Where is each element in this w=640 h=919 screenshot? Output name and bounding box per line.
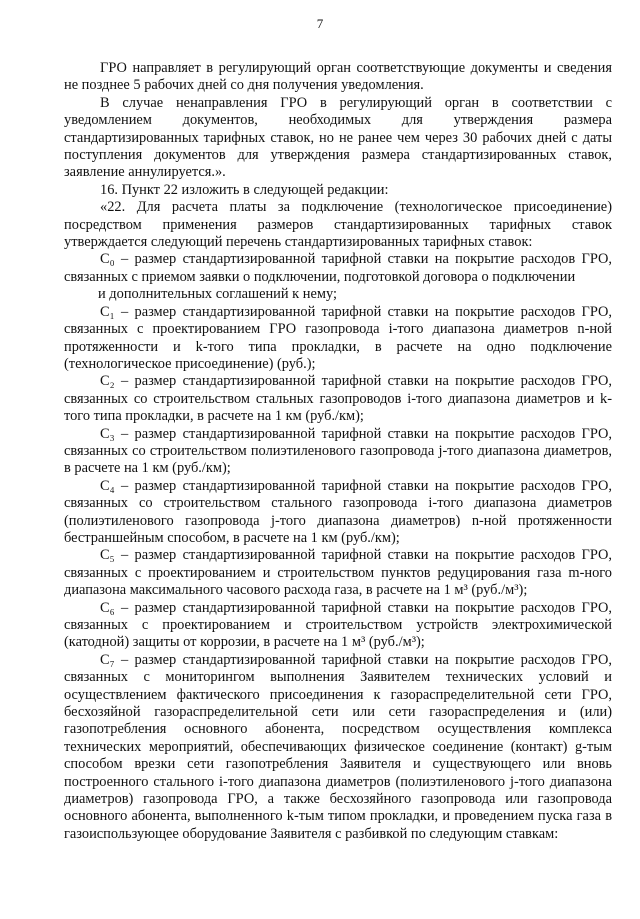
paragraph: ГРО направляет в регулирующий орган соответствующие документы и сведения не позднее 5 рабочих дней со дня получения уведомления.	[64, 60, 612, 94]
paragraph: В случае ненаправления ГРО в регулирующий орган в соответствии с уведомлением документов, необходимых для утверждения размера стандартизированных тарифных ставок, но не ранее чем через 30 рабочих дней с даты поступления документов для утверждения размера стандартизированных ставок, заявление аннулируется.».	[64, 94, 612, 181]
rate-c5-paragraph: С₅ – размер стандартизированной тарифной ставки на покрытие расходов ГРО, связанных с проектированием и строительством пунктов редуцирования газа m-ного диапазона максимального часового расхода газа, в расчете на 1 м³ (руб./м³);	[64, 547, 612, 599]
paragraph: «22. Для расчета платы за подключение (технологическое присоединение) посредством применения размеров стандартизированных тарифных ставок утверждается следующий перечень стандартизированных тарифных ставок:	[64, 199, 612, 251]
rate-c7-paragraph: С₇ – размер стандартизированной тарифной ставки на покрытие расходов ГРО, связанных с мониторингом выполнения Заявителем технических условий и осуществлением фактического присоединения к газораспределительной сети ГРО, бесхозяйной газораспределительной сети или сети газораспределения и (или) газопотребления основного абонента, посредством осуществления комплекса технических мероприятий, обеспечивающих физическое соединение (контакт) g-тым способом врезки сети газопотребления Заявителя и существующего или вновь построенного стального i-того диапазона диаметров (полиэтиленового j-того диапазона диаметров) газопровода ГРО, а также бесхозяйного газопровода или газопровода основного абонента, выполненного k-тым типом прокладки, и проведением пуска газа в газоиспользующее оборудование Заявителя с разбивкой по следующим ставкам:	[64, 651, 612, 842]
page-number: 7	[316, 16, 324, 31]
rate-c1-paragraph: С₁ – размер стандартизированной тарифной ставки на покрытие расходов ГРО, связанных с проектированием ГРО газопровода i-того диапазона диаметров n-ной протяженности и k-того типа прокладки, в расчете на одно подключение (технологическое присоединение) (руб.);	[64, 303, 612, 372]
document-body	[64, 60, 612, 843]
paragraph: 16. Пункт 22 изложить в следующей редакции:	[100, 181, 389, 198]
rate-c2-paragraph: С₂ – размер стандартизированной тарифной ставки на покрытие расходов ГРО, связанных со строительством стальных газопроводов i-того диапазона диаметров и k-того типа прокладки, в расчете на 1 км (руб./км);	[64, 373, 612, 425]
rate-c3-paragraph: С₃ – размер стандартизированной тарифной ставки на покрытие расходов ГРО, связанных со строительством полиэтиленового газопровода j-того диапазона диаметров, в расчете на 1 км (руб./км);	[64, 425, 612, 477]
rate-c0-paragraph: С₀ – размер стандартизированной тарифной ставки на покрытие расходов ГРО, связанных с приемом заявки о подключении, подготовкой договора о подключении	[64, 251, 612, 285]
rate-c6-paragraph: С₆ – размер стандартизированной тарифной ставки на покрытие расходов ГРО, связанных с проектированием и строительством устройств электрохимической (катодной) защиты от коррозии, в расчете на 1 м³ (руб./м³);	[64, 599, 612, 651]
rate-c0-continuation: и дополнительных соглашений к нему;	[98, 286, 337, 303]
rate-c4-paragraph: С₄ – размер стандартизированной тарифной ставки на покрытие расходов ГРО, связанных со строительством стального газопровода i-того диапазона диаметров (полиэтиленового газопровода j-того диапазона диаметров) n-ной протяженности бестраншейным способом, в расчете на 1 км (руб./км);	[64, 477, 612, 546]
